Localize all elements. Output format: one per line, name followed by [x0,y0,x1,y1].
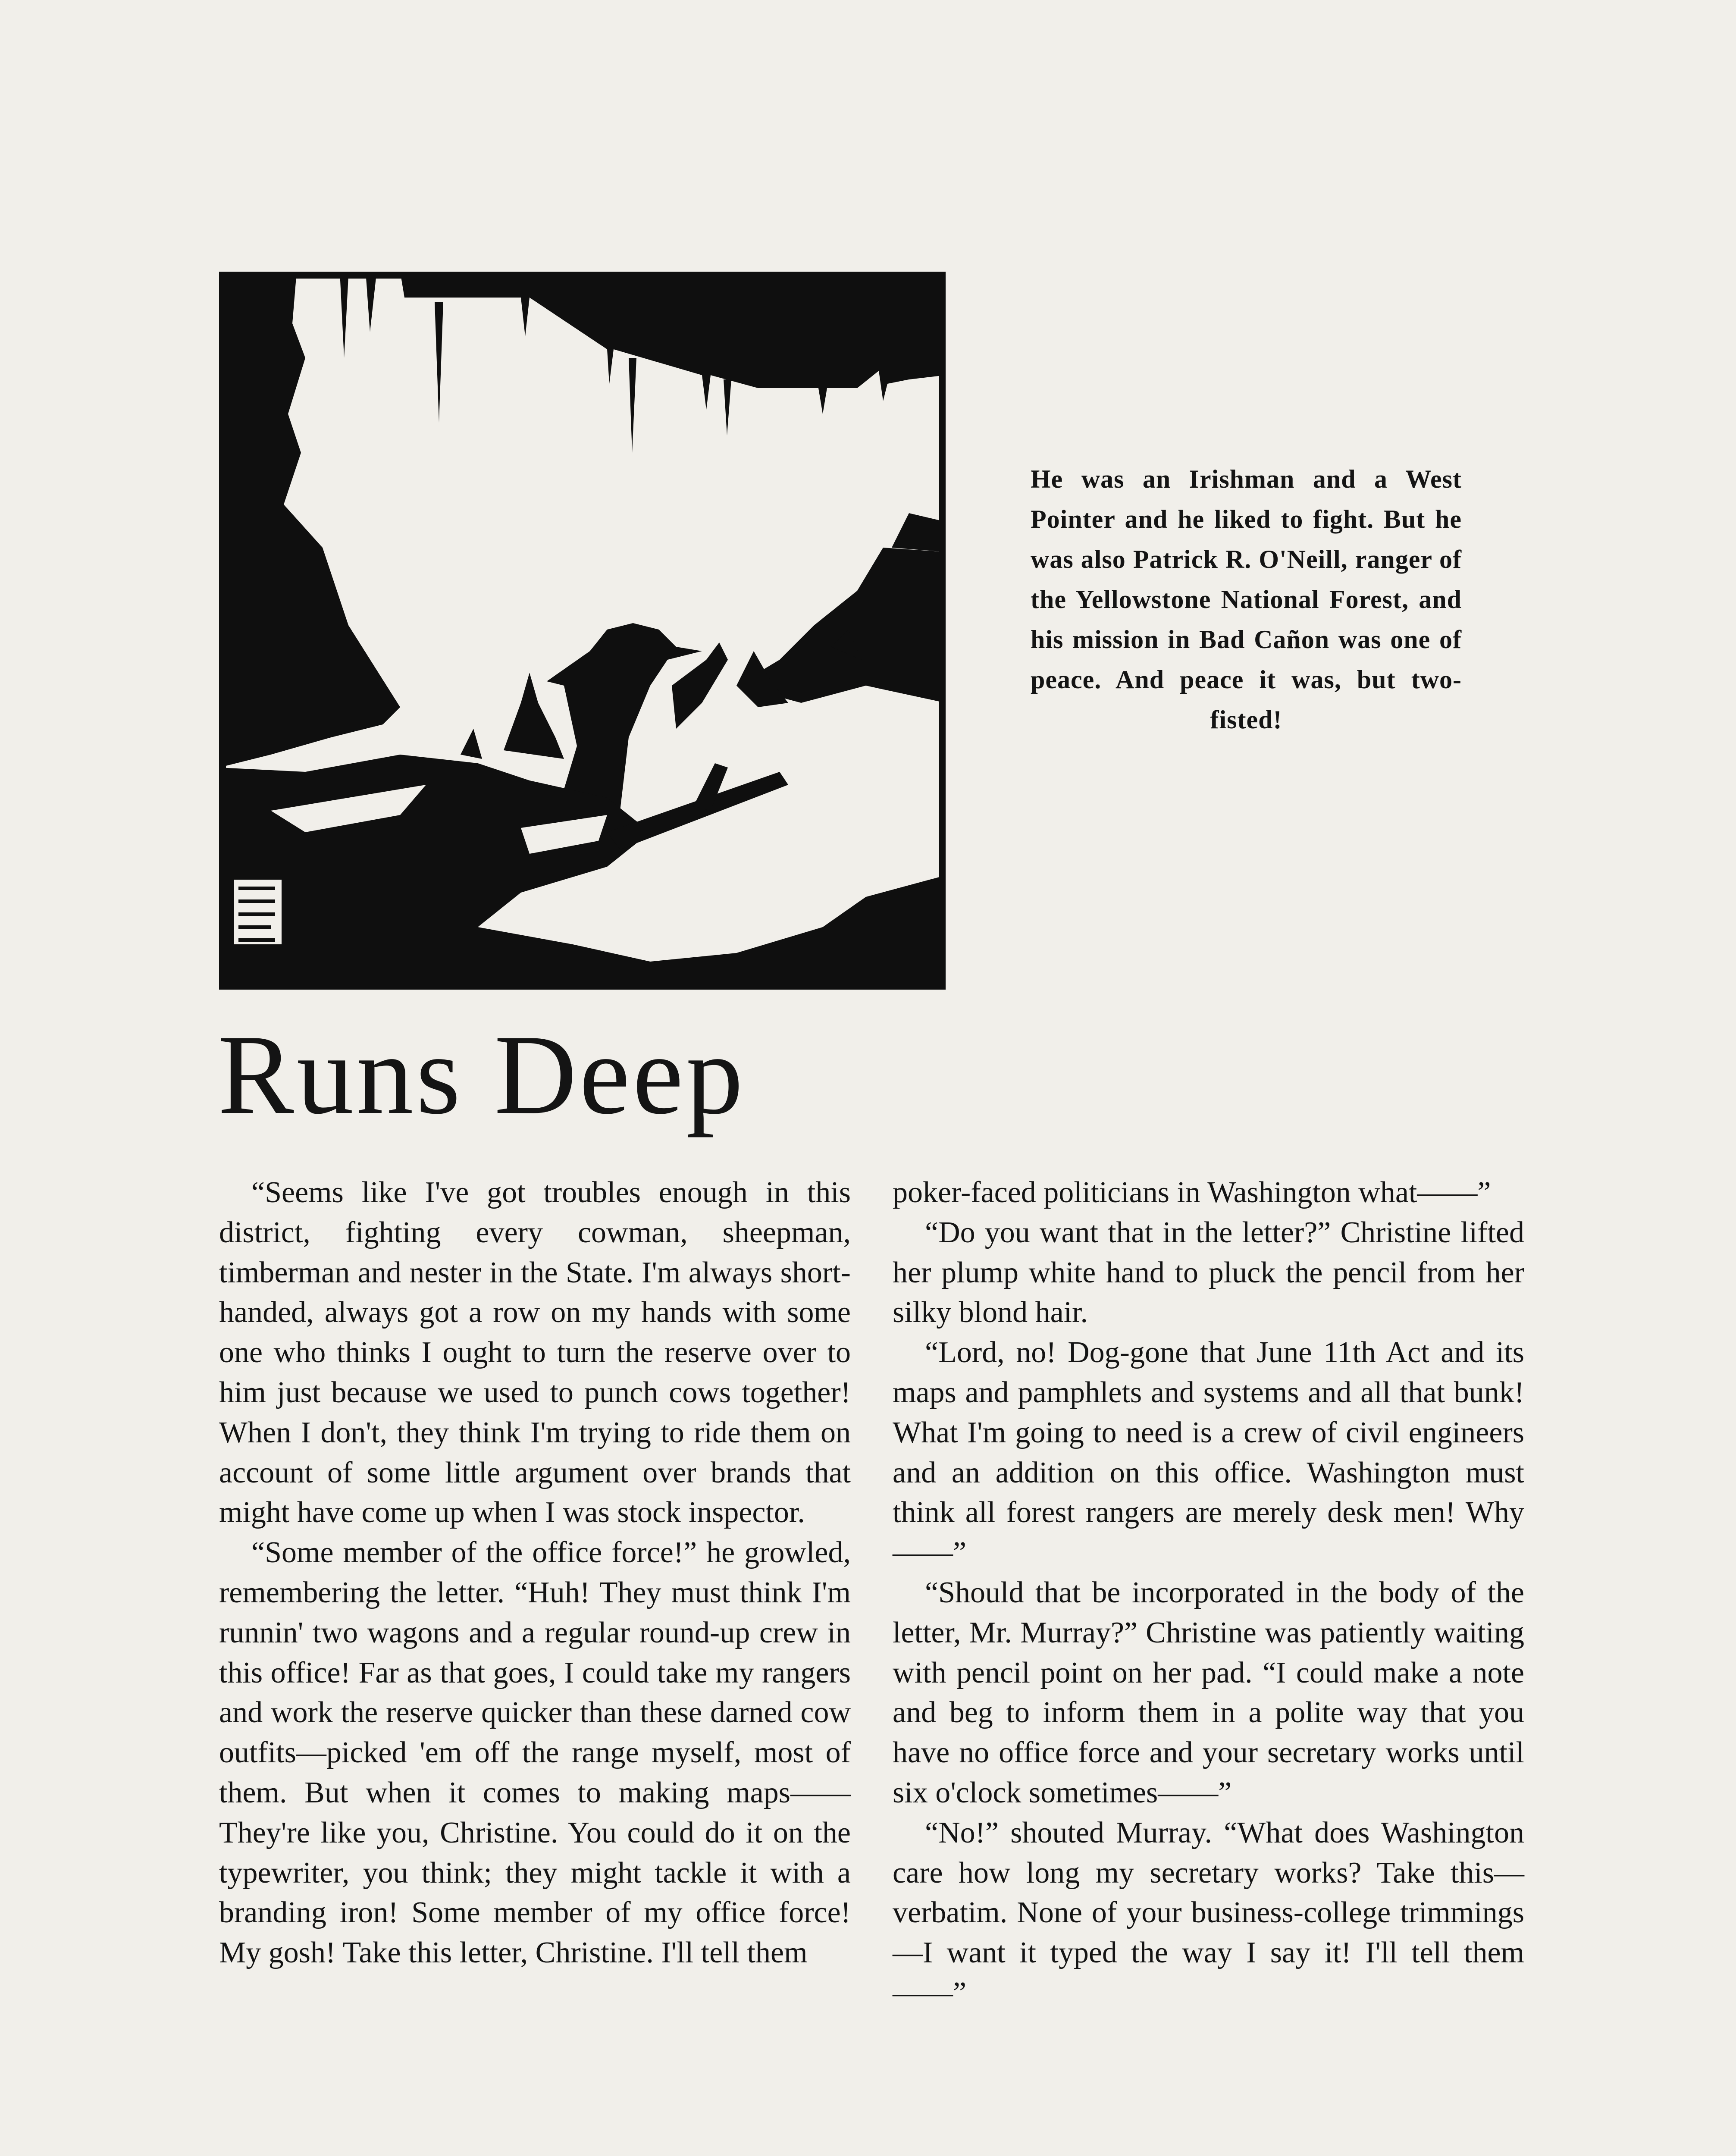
story-title: Runs Deep [218,1012,746,1138]
story-blurb: He was an Irishman and a West Pointer and he liked to fight. But he was also Patrick R. O'Neill, ranger of the Yellowstone National Forest, and his mission in Bad Cañon was one of peace. And peace it was, but two-fisted! [1031,465,1462,734]
paragraph: “Should that be incorporated in the body of the letter, Mr. Murray?” Christine was patiently waiting with pencil point on her pad. “I could make a note and beg to inform them in a polite way that you have no office force and your secretary works until six o'clock sometimes——” [893,1576,1524,1809]
paragraph: “Do you want that in the letter?” Christine lifted her plump white hand to pluck the pencil from her silky blond hair. [893,1216,1524,1329]
paragraph: “Seems like I've got troubles enough in this district, fighting every cowman, sheepman, timberman and nester in the State. I'm always short-handed, always got a row on my hands with some one who thinks I ought to turn the reserve over to him just because we used to punch cows together! When I don't, they think I'm trying to ride them on account of some little argument over brands that might have come up when I was stock inspector. [219,1176,851,1529]
forest-ranger-woodcut [219,272,946,990]
left-text-column [219,1173,851,1973]
paragraph: poker-faced politicians in Washington what——” [893,1176,1491,1209]
paragraph: “Some member of the office force!” he growled, remembering the letter. “Huh! They must think I'm runnin' two wagons and a regular round-up crew in this office! Far as that goes, I could take my rangers and work the reserve quicker than these darned cow outfits—picked 'em off the range myself, most of them. But when it comes to making maps—— They're like you, Christine. You could do it on the typewriter, you think; they might tackle it with a branding iron! Some member of my office force! My gosh! Take this letter, Christine. I'll tell them [219,1536,851,1970]
paragraph: “Lord, no! Dog-gone that June 11th Act and its maps and pamphlets and systems and all that bunk! What I'm going to need is a crew of civil engineers and an addition on this office. Washington must think all forest rangers are merely desk men! Why——” [893,1336,1524,1570]
paragraph: “No!” shouted Murray. “What does Washington care how long my secretary works? Take this—verbatim. None of your business-college trimmings—I want it typed the way I say it! I'll tell them——” [893,1816,1524,2009]
right-text-column [893,1173,1524,2013]
illustration [219,272,946,990]
